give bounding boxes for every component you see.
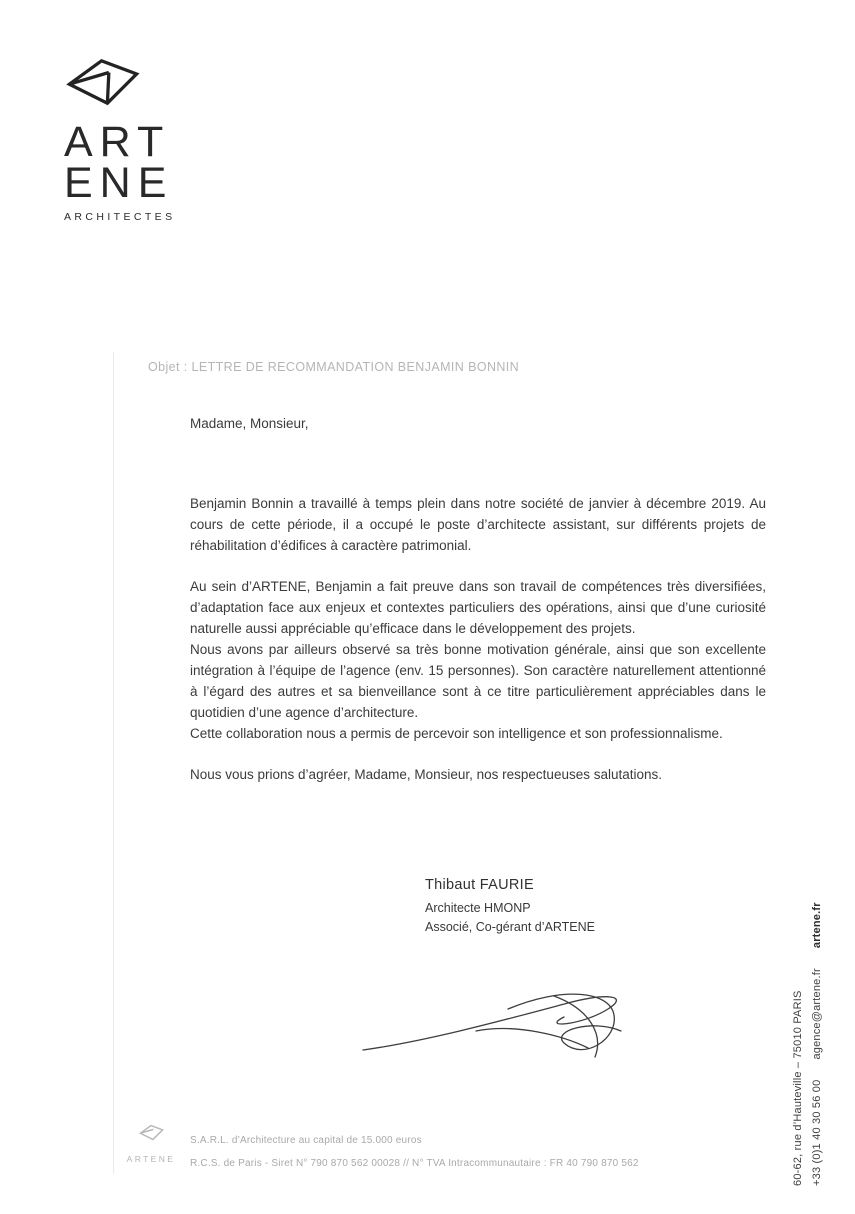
salutation: Madame, Monsieur, [190,416,309,431]
signatory-name: Thibaut FAURIE [425,877,534,893]
subject-line: Objet : LETTRE DE RECOMMANDATION BENJAMIN BONNIN [148,360,520,374]
footer-diamond-icon [139,1124,164,1141]
logo-wordmark-line2: ENE [64,159,174,207]
letter-body [190,413,766,785]
contact-address: 60-62, rue d’Hauteville – 75010 PARIS [792,990,804,1186]
paragraph: Au sein d’ARTENE, Benjamin a fait preuve dans son travail de compétences très diversifiées, d’adaptation face aux enjeux et contextes particuliers des opérations, ainsi que d’une curiosité naturelle aussi appréciable qu’efficace dans le développement des projets. [190,579,766,636]
logo-wordmark [64,118,176,207]
signatory-block [425,876,595,937]
contact-phone: +33 (0)1 40 30 56 00 [811,1079,823,1186]
legal-line-2: R.C.S. de Paris - Siret N° 790 870 562 00028 // N° TVA Intracommunautaire : FR 40 790 870 562 [190,1158,639,1169]
handwritten-signature [356,978,656,1072]
footer-brand [126,1124,176,1164]
legal-line-1: S.A.R.L. d’Architecture au capital de 15.000 euros [190,1135,422,1146]
paragraph: Nous avons par ailleurs observé sa très bonne motivation générale, ainsi que son excellente intégration à l’équipe de l’agence (env. 15 personnes). Son caractère naturellement attentionné à l’égard des autres et sa bienveillance sont à ce titre particulièrement appréciables dans le quotidien d’une agence d’architecture. [190,642,766,720]
contact-website: artene.fr [811,902,823,949]
contact-email: agence@artene.fr [811,968,823,1060]
logo-wordmark-line1: ART [64,118,171,166]
closing-line: Nous vous prions d’agréer, Madame, Monsieur, nos respectueuses salutations. [190,767,663,782]
paragraph: Benjamin Bonnin a travaillé à temps plein dans notre société de janvier à décembre 2019. Au cours de cette période, il a occupé le poste d’architecte assistant, sur différents projets de réhabilitation d’édifices à caractère patrimonial. [190,496,766,553]
logo-subtitle: ARCHITECTES [64,211,176,223]
fold-line [113,352,114,1174]
paragraph: Cette collaboration nous a permis de percevoir son intelligence et son professionnalisme. [190,726,723,741]
artene-diamond-icon [65,56,141,108]
legal-block [190,1129,639,1175]
signatory-title: Architecte HMONP [425,901,531,915]
signatory-role: Associé, Co-gérant d’ARTENE [425,920,595,934]
footer-brand-label: ARTENE [126,1154,176,1164]
logo-block [64,56,176,223]
contact-sidebar [789,902,827,1186]
contact-line-2 [808,902,827,1186]
